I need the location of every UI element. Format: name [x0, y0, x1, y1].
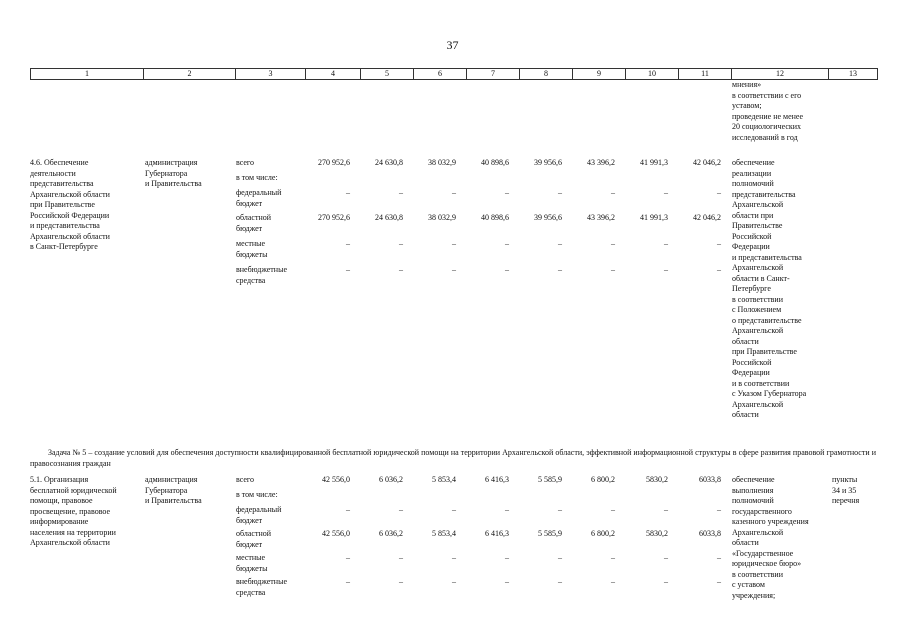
row46-result: обеспечение реализации полномочий представительства Архангельской области при Правительстве Российской Федерации и представительства Архангельской области в Санкт- Петербурге в соответствии с Положением о представительстве Архангельской области при Правительстве Российской Федерации и в соответствии с Указом Губернатора Архангельской области — [732, 158, 807, 419]
row46-federal-col8: – — [558, 188, 562, 197]
row46-local-col9: – — [611, 239, 615, 248]
row51-extra-col4: – — [346, 577, 350, 586]
row51-src-extra: внебюджетные средства — [236, 577, 287, 597]
col-header-8: 8 — [520, 69, 573, 79]
row46-federal-col4: – — [346, 188, 350, 197]
row46-regional-col9: 43 396,2 — [587, 213, 615, 222]
row46-regional-col10: 41 991,3 — [640, 213, 668, 222]
row51-total-col4: 42 556,0 — [322, 475, 350, 484]
col-header-3: 3 — [236, 69, 306, 79]
col-header-12: 12 — [732, 69, 829, 79]
col-header-5: 5 — [361, 69, 414, 79]
row46-federal-col11: – — [717, 188, 721, 197]
task5-heading — [30, 448, 876, 469]
row46-total-col9: 43 396,2 — [587, 158, 615, 167]
row51-src-federal: федеральный бюджет — [236, 505, 282, 525]
row46-extra-col9: – — [611, 265, 615, 274]
row51-regional-col9: 6 800,2 — [591, 529, 615, 538]
row51-total-col11: 6033,8 — [699, 475, 721, 484]
row46-regional-col8: 39 956,6 — [534, 213, 562, 222]
row51-regional-col4: 42 556,0 — [322, 529, 350, 538]
row46-total-col11: 42 046,2 — [693, 158, 721, 167]
row46-executor: администрация Губернатора и Правительства — [145, 158, 202, 188]
row46-total-col8: 39 956,6 — [534, 158, 562, 167]
row51-regional-col11: 6033,8 — [699, 529, 721, 538]
row51-local-col7: – — [505, 553, 509, 562]
row51-extra-col8: – — [558, 577, 562, 586]
row46-regional-col5: 24 630,8 — [375, 213, 403, 222]
col-header-9: 9 — [573, 69, 626, 79]
row51-src-regional: областной бюджет — [236, 529, 272, 549]
row51-extra-col7: – — [505, 577, 509, 586]
col-header-2: 2 — [144, 69, 236, 79]
row46-total-col10: 41 991,3 — [640, 158, 668, 167]
row46-local-col6: – — [452, 239, 456, 248]
row51-total-col6: 5 853,4 — [432, 475, 456, 484]
row51-total-col8: 5 585,9 — [538, 475, 562, 484]
row51-federal-col6: – — [452, 505, 456, 514]
row51-extra-col5: – — [399, 577, 403, 586]
row51-local-col9: – — [611, 553, 615, 562]
row46-extra-col8: – — [558, 265, 562, 274]
task5-text: Задача № 5 – создание условий для обеспечения доступности квалифицированной бесплатной юридической помощи на территории Архангельской области, эффективной информационной структуры в сфере развития правовой грамотности и правосознания граждан — [30, 448, 876, 468]
row46-federal-col5: – — [399, 188, 403, 197]
row46-federal-col6: – — [452, 188, 456, 197]
row46-src-local: местные бюджеты — [236, 239, 268, 259]
result-continuation: мнения» в соответствии с его уставом; проведение не менее 20 социологических исследований в год — [732, 80, 804, 142]
row51-federal-col7: – — [505, 505, 509, 514]
row46-total-col7: 40 898,6 — [481, 158, 509, 167]
row46-src-incl: в том числе: — [236, 173, 278, 182]
row46-src-federal: федеральный бюджет — [236, 188, 282, 208]
row51-regional-col6: 5 853,4 — [432, 529, 456, 538]
row46-extra-col7: – — [505, 265, 509, 274]
col-header-4: 4 — [306, 69, 361, 79]
row46-extra-col5: – — [399, 265, 403, 274]
row51-regional-col7: 6 416,3 — [485, 529, 509, 538]
row46-regional-col6: 38 032,9 — [428, 213, 456, 222]
row46-extra-col6: – — [452, 265, 456, 274]
row51-regional-col5: 6 036,2 — [379, 529, 403, 538]
row51-extra-col9: – — [611, 577, 615, 586]
row51-result: обеспечение выполнения полномочий государственного казенного учреждения Архангельской области «Государственное юридическое бюро» в соответствии с уставом учреждения; — [732, 475, 809, 600]
row46-total-col5: 24 630,8 — [375, 158, 403, 167]
row46-regional-col11: 42 046,2 — [693, 213, 721, 222]
row46-src-regional: областной бюджет — [236, 213, 272, 233]
row46-federal-col9: – — [611, 188, 615, 197]
row46-total-col6: 38 032,9 — [428, 158, 456, 167]
col-header-10: 10 — [626, 69, 679, 79]
row46-extra-col11: – — [717, 265, 721, 274]
row51-local-col6: – — [452, 553, 456, 562]
row51-total-col5: 6 036,2 — [379, 475, 403, 484]
row51-local-col11: – — [717, 553, 721, 562]
row46-local-col7: – — [505, 239, 509, 248]
table-header — [30, 68, 878, 80]
row46-local-col5: – — [399, 239, 403, 248]
row51-federal-col11: – — [717, 505, 721, 514]
row51-src-local: местные бюджеты — [236, 553, 268, 573]
row46-local-col8: – — [558, 239, 562, 248]
row51-extra-col11: – — [717, 577, 721, 586]
row51-federal-col5: – — [399, 505, 403, 514]
col-header-7: 7 — [467, 69, 520, 79]
col-header-1: 1 — [31, 69, 144, 79]
row51-extra-col10: – — [664, 577, 668, 586]
page-number: 37 — [446, 38, 459, 52]
row51-extra-col6: – — [452, 577, 456, 586]
row46-regional-col7: 40 898,6 — [481, 213, 509, 222]
row51-total-col7: 6 416,3 — [485, 475, 509, 484]
row51-regional-col8: 5 585,9 — [538, 529, 562, 538]
row46-regional-col4: 270 952,6 — [318, 213, 350, 222]
row46-local-col10: – — [664, 239, 668, 248]
row51-federal-col8: – — [558, 505, 562, 514]
col-header-13: 13 — [849, 69, 857, 78]
row46-extra-col4: – — [346, 265, 350, 274]
row51-executor: администрация Губернатора и Правительства — [145, 475, 202, 505]
row51-federal-col4: – — [346, 505, 350, 514]
row51-regional-col10: 5830,2 — [646, 529, 668, 538]
row46-federal-col7: – — [505, 188, 509, 197]
col-header-6: 6 — [414, 69, 467, 79]
row51-name: 5.1. Организация бесплатной юридической помощи, правовое просвещение, правовое информирование населения на территории Архангельской области — [30, 475, 117, 547]
col-header-11: 11 — [679, 69, 732, 79]
row51-local-col4: – — [346, 553, 350, 562]
row51-local-col8: – — [558, 553, 562, 562]
row51-local-col5: – — [399, 553, 403, 562]
row51-federal-col9: – — [611, 505, 615, 514]
row51-total-col10: 5830,2 — [646, 475, 668, 484]
row46-local-col11: – — [717, 239, 721, 248]
row46-extra-col10: – — [664, 265, 668, 274]
row46-src-extra: внебюджетные средства — [236, 265, 287, 285]
row46-federal-col10: – — [664, 188, 668, 197]
row51-total-col9: 6 800,2 — [591, 475, 615, 484]
row51-local-col10: – — [664, 553, 668, 562]
row51-federal-col10: – — [664, 505, 668, 514]
row51-src-incl: в том числе: — [236, 490, 278, 499]
row51-src-total: всего — [236, 475, 255, 484]
row46-src-total: всего — [236, 158, 255, 167]
row46-local-col4: – — [346, 239, 350, 248]
row46-name: 4.6. Обеспечение деятельности представительства Архангельской области при Правительстве Российской Федерации и представительства Архангельской области в Санкт-Петербурге — [30, 158, 110, 251]
row51-note: пункты 34 и 35 перечня — [832, 475, 860, 505]
row46-total-col4: 270 952,6 — [318, 158, 350, 167]
